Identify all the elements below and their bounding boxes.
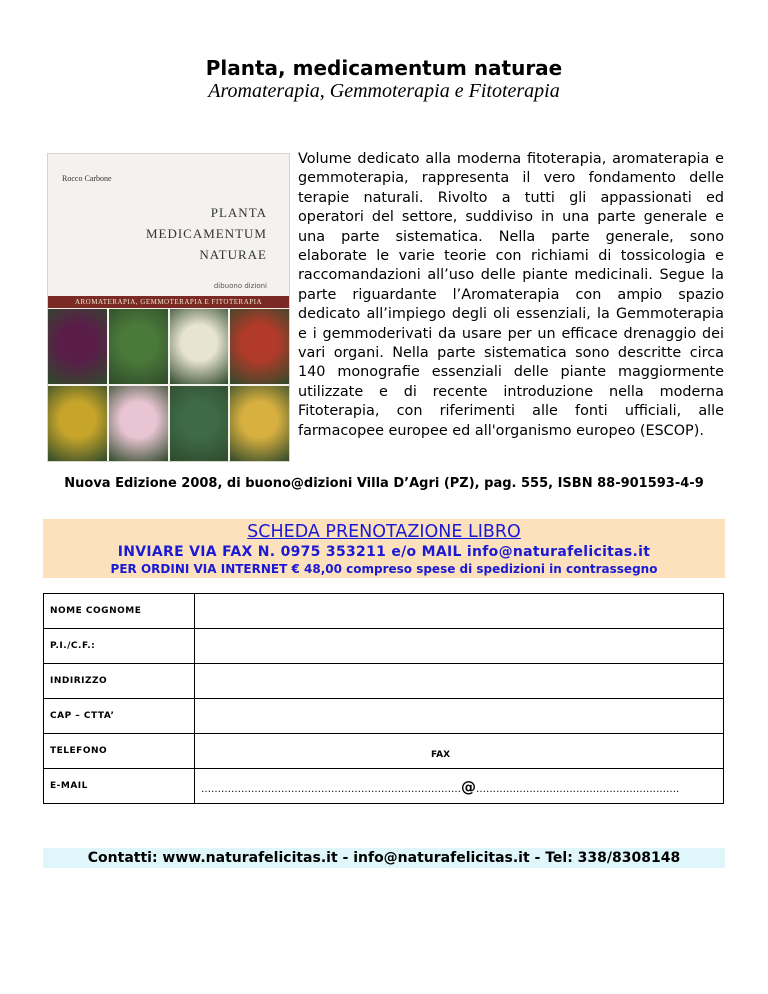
cover-photo-grid bbox=[48, 309, 289, 461]
cover-photo-tile bbox=[230, 309, 289, 384]
fax-label: FAX bbox=[431, 749, 451, 760]
form-row-piva bbox=[44, 629, 724, 664]
cover-photo-tile bbox=[109, 309, 168, 384]
phone-fax-field[interactable] bbox=[195, 734, 724, 769]
form-row-email bbox=[44, 769, 724, 804]
name-field[interactable] bbox=[195, 594, 724, 629]
email-field[interactable] bbox=[195, 769, 724, 804]
cap-city-field[interactable] bbox=[195, 699, 724, 734]
cover-photo-tile bbox=[230, 386, 289, 461]
page-title: Planta, medicamentum naturae bbox=[205, 56, 563, 80]
form-row-phone bbox=[44, 734, 724, 769]
address-field[interactable] bbox=[195, 664, 724, 699]
order-form-header bbox=[43, 519, 725, 578]
cover-title-line: MEDICAMENTUM bbox=[145, 226, 267, 241]
cover-title-line: NATURAE bbox=[199, 247, 267, 262]
name-label: NOME COGNOME bbox=[44, 594, 195, 629]
fax-mail-line: INVIARE VIA FAX N. 0975 353211 e/o MAIL info@naturafelicitas.it bbox=[117, 544, 651, 560]
book-cover-image bbox=[47, 153, 290, 462]
order-form-table bbox=[43, 593, 724, 804]
cover-photo-tile bbox=[170, 386, 229, 461]
form-row-cap bbox=[44, 699, 724, 734]
email-label: E-MAIL bbox=[44, 769, 195, 804]
cover-author: Rocco Carbone bbox=[62, 174, 112, 183]
phone-label: TELEFONO bbox=[44, 734, 195, 769]
internet-order-line: PER ORDINI VIA INTERNET € 48,00 compreso spese di spedizioni in contrassegno bbox=[110, 562, 658, 576]
cover-band: AROMATERAPIA, GEMMOTERAPIA E FITOTERAPIA bbox=[48, 296, 289, 308]
order-form-heading: SCHEDA PRENOTAZIONE LIBRO bbox=[247, 522, 521, 542]
cover-publisher: dibuono dizioni bbox=[213, 282, 267, 290]
piva-label: P.I./C.F.: bbox=[44, 629, 195, 664]
page-subtitle: Aromaterapia, Gemmoterapia e Fitoterapia bbox=[208, 80, 560, 102]
email-dots-left: …………………………………………………………………… bbox=[201, 783, 461, 795]
email-at-sign: @ bbox=[461, 777, 476, 796]
cap-city-label: CAP – CTTA’ bbox=[44, 699, 195, 734]
piva-field[interactable] bbox=[195, 629, 724, 664]
cover-title-line: PLANTA bbox=[210, 205, 267, 220]
form-row-name bbox=[44, 594, 724, 629]
cover-photo-tile bbox=[109, 386, 168, 461]
contacts-bar: Contatti: www.naturafelicitas.it - info@naturafelicitas.it - Tel: 338/8308148 bbox=[43, 848, 725, 868]
address-label: INDIRIZZO bbox=[44, 664, 195, 699]
cover-photo-tile bbox=[48, 386, 107, 461]
email-dots-right: ……………………………………………………. bbox=[476, 783, 680, 795]
cover-title bbox=[146, 202, 267, 265]
form-row-address bbox=[44, 664, 724, 699]
edition-info: Nuova Edizione 2008, di buono@dizioni Villa D’Agri (PZ), pag. 555, ISBN 88-901593-4-9 bbox=[64, 476, 704, 491]
cover-photo-tile bbox=[48, 309, 107, 384]
book-description: Volume dedicato alla moderna fitoterapia, aromaterapia e gemmoterapia, rappresenta il vero fondamento delle terapie naturali. Rivolto a tutti gli appassionati ed operatori del settore, suddiviso in una parte generale e una parte sistematica. Nella parte generale, sono elaborate le varie teorie con richiami di tossicologia e raccomandazioni all’uso delle piante medicinali. Segue la parte riguardante l’Aromaterapia con ampio spazio dedicato all’impiego degli oli essenziali, la Gemmoterapia e i gemmoderivati da usare per un efficace drenaggio dei vari organi. Nella parte sistematica sono descritte circa 140 monografie essenziali delle piante maggiormente utilizzate e di recente introduzione nella moderna Fitoterapia, con riferimenti alle fonti ufficiali, alle farmacopee europee ed all'organismo europeo (ESCOP). bbox=[298, 151, 724, 439]
cover-photo-tile bbox=[170, 309, 229, 384]
